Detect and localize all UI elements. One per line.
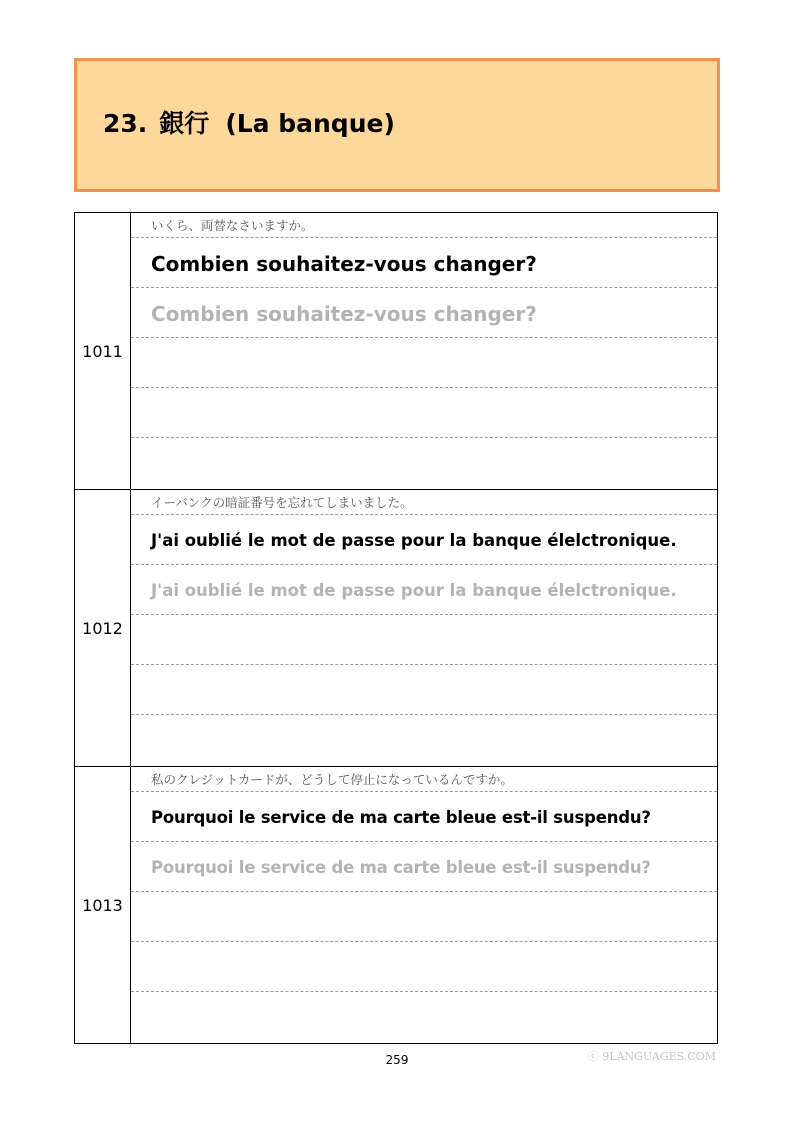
blank-writing-line xyxy=(131,715,717,765)
entry-number: 1013 xyxy=(75,767,131,1043)
sentence-entry xyxy=(75,490,717,767)
blank-writing-line xyxy=(131,942,717,992)
trace-sentence: Pourquoi le service de ma carte bleue est-il suspendu? xyxy=(131,842,717,892)
entry-number: 1011 xyxy=(75,213,131,489)
japanese-sentence: イーバンクの暗証番号を忘れてしまいました。 xyxy=(131,490,717,515)
french-sentence: J'ai oublié le mot de passe pour la banque élelctronique. xyxy=(131,515,717,565)
chapter-title xyxy=(103,107,395,141)
sentence-entry xyxy=(75,213,717,490)
entry-number: 1012 xyxy=(75,490,131,766)
entry-lines xyxy=(131,213,717,489)
entry-lines xyxy=(131,767,717,1043)
japanese-sentence: 私のクレジットカードが、どうして停止になっているんですか。 xyxy=(131,767,717,792)
blank-writing-line xyxy=(131,438,717,488)
copyright-notice: ⓒ 9LANGUAGES.COM xyxy=(587,1050,716,1063)
chapter-title-french: (La banque) xyxy=(225,109,395,138)
chapter-number: 23. xyxy=(103,109,148,138)
french-sentence: Pourquoi le service de ma carte bleue est-il suspendu? xyxy=(131,792,717,842)
entry-lines xyxy=(131,490,717,766)
blank-writing-line xyxy=(131,992,717,1042)
japanese-sentence: いくら、両替なさいますか。 xyxy=(131,213,717,238)
practice-sheet xyxy=(74,212,718,1044)
blank-writing-line xyxy=(131,892,717,942)
blank-writing-line xyxy=(131,615,717,665)
blank-writing-line xyxy=(131,338,717,388)
trace-sentence: Combien souhaitez-vous changer? xyxy=(131,288,717,338)
french-sentence: Combien souhaitez-vous changer? xyxy=(131,238,717,288)
blank-writing-line xyxy=(131,665,717,715)
page-number: 259 xyxy=(385,1053,409,1067)
chapter-title-japanese: 銀行 xyxy=(159,109,210,138)
sentence-entry xyxy=(75,767,717,1044)
chapter-title-box xyxy=(74,58,720,192)
blank-writing-line xyxy=(131,388,717,438)
trace-sentence: J'ai oublié le mot de passe pour la banque élelctronique. xyxy=(131,565,717,615)
